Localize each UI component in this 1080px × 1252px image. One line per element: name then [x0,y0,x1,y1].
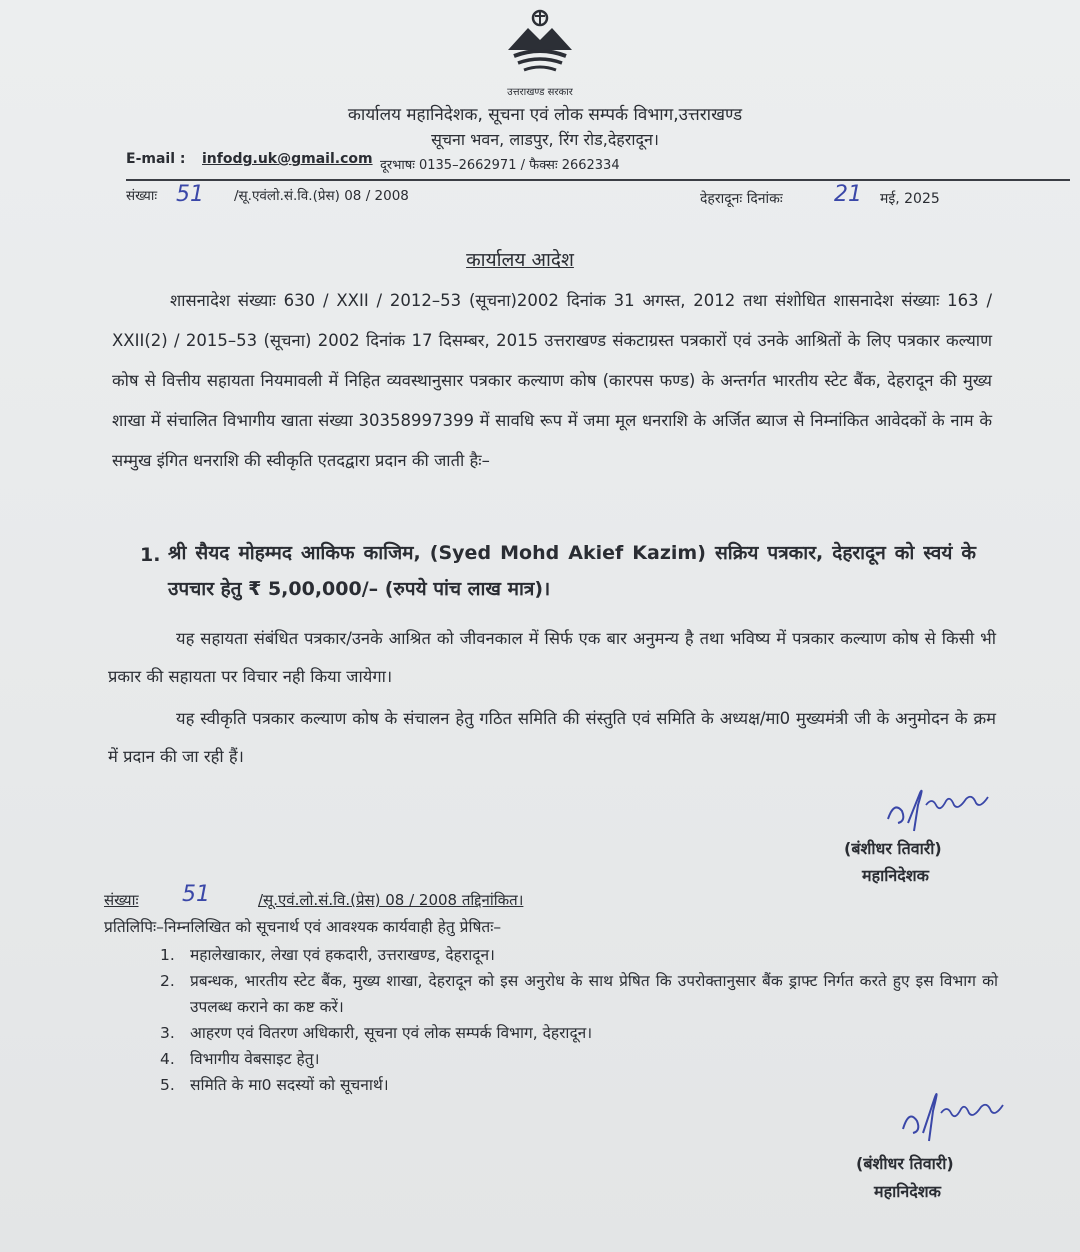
order-title: कार्यालय आदेश [466,249,574,271]
list-item-text: विभागीय वेबसाइट हेतु। [190,1050,320,1068]
copy-ref-number: 51 [182,882,210,907]
list-item-number: 4. [160,1050,175,1068]
list-item [160,968,998,1020]
list-item-text: प्रबन्धक, भारतीय स्टेट बैंक, मुख्य शाखा, देहरादून को इस अनुरोध के साथ प्रेषित कि उपरोक्तानुसार बैंक ड्राफ्ट निर्गत करते हुए इस विभाग को उपलब्ध कराने का कष्ट करें। [190,972,998,1016]
list-item [160,942,998,968]
list-item-number: 1. [160,946,175,964]
signatory-name: (बंशीधर तिवारी) [844,839,942,858]
signature-scribble [880,775,1000,835]
list-item-number: 5. [160,1076,175,1094]
list-item-number: 2. [160,972,175,990]
copy-ref-label: संख्याः [104,891,139,909]
date-day: 21 [834,182,862,207]
list-item-text: महालेखाकार, लेखा एवं हकदारी, उत्तराखण्ड, देहरादून। [190,946,495,964]
header-rule [126,179,1070,181]
copy-ref-code: /सू.एवं.लो.सं.वि.(प्रेस) 08 / 2008 तद्दिनांकित। [258,891,524,909]
copy-list [160,942,998,1098]
list-item-number: 3. [160,1024,175,1042]
signatory-designation: महानिदेशक [862,866,929,885]
office-address: सूचना भवन, लाडपुर, रिंग रोड,देहरादून। [431,130,659,149]
signatory-2-name: (बंशीधर तिवारी) [856,1154,954,1173]
office-name: कार्यालय महानिदेशक, सूचना एवं लोक सम्पर्क विभाग,उत्तराखण्ड [347,105,743,125]
uttarakhand-emblem-icon [500,6,580,86]
email-link[interactable]: infodg.uk@gmail.com [202,151,373,167]
date-month-year: मई, 2025 [880,191,940,207]
ref-number: 51 [176,182,204,207]
ref-code: /सू.एवंलो.सं.वि.(प्रेस) 08 / 2008 [234,188,409,204]
list-item [160,1020,998,1046]
list-item [160,1072,998,1098]
date-prefix: देहरादूनः दिनांकः [700,191,783,207]
order-paragraph-3: यह स्वीकृति पत्रकार कल्याण कोष के संचालन हेतु गठित समिति की संस्तुति एवं समिति के अध्यक्ष/मा0 मुख्यमंत्री जी के अनुमोदन के क्रम में प्रदान की जा रही हैं। [108,709,996,766]
email-label: E-mail : [126,151,186,167]
order-paragraph-2: यह सहायता संबंधित पत्रकार/उनके आश्रित को जीवनकाल में सिर्फ एक बार अनुमन्य है तथा भविष्य में पत्रकार कल्याण कोष से किसी भी प्रकार की सहायता पर विचार नही किया जायेगा। [108,629,996,686]
list-item-text: समिति के मा0 सदस्यों को सूचनार्थ। [190,1076,389,1094]
list-item [160,1046,998,1072]
signature-scribble [895,1075,1015,1145]
ref-label: संख्याः [126,188,158,204]
order-paragraph-1: शासनादेश संख्याः 630 / XXII / 2012–53 (सूचना)2002 दिनांक 31 अगस्त, 2012 तथा संशोधित शासनादेश संख्याः 163 / XXII(2) / 2015–53 (सूचना) 2002 दिनांक 17 दिसम्बर, 2015 उत्तराखण्ड संकटाग्रस्त पत्रकारों एवं उनके आश्रितों के लिए पत्रकार कल्याण कोष से वित्तीय सहायता नियमावली में निहित व्यवस्थानुसार पत्रकार कल्याण कोष (कारपस फण्ड) के अन्तर्गत भारतीय स्टेट बैंक, देहरादून की मुख्य शाखा में संचालित विभागीय खाता संख्या 30358997399 में सावधि रूप में जमा मूल धनराशि के अर्जित ब्याज से निम्नांकित आवेदकों के नाम के सम्मुख इंगित धनराशि की स्वीकृति एतदद्वारा प्रदान की जाती हैः– [112,291,992,470]
govt-name: उत्तराखण्ड सरकार [507,87,573,98]
signatory-2-designation: महानिदेशक [874,1182,941,1201]
copy-intro: प्रतिलिपिः–निम्नलिखित को सूचनार्थ एवं आवश्यक कार्यवाही हेतु प्रेषितः– [104,918,502,936]
item-1-text: श्री सैयद मोहम्मद आकिफ काजिम, (Syed Mohd Akief Kazim) सक्रिय पत्रकार, देहरादून को स्वयं के उपचार हेतु ₹ 5,00,000/– (रुपये पांच लाख मात्र)। [168,542,976,600]
item-1-number: 1. [140,544,161,566]
phone-fax: दूरभाषः 0135–2662971 / फैक्सः 2662334 [380,158,620,173]
list-item-text: आहरण एवं वितरण अधिकारी, सूचना एवं लोक सम्पर्क विभाग, देहरादून। [190,1024,593,1042]
